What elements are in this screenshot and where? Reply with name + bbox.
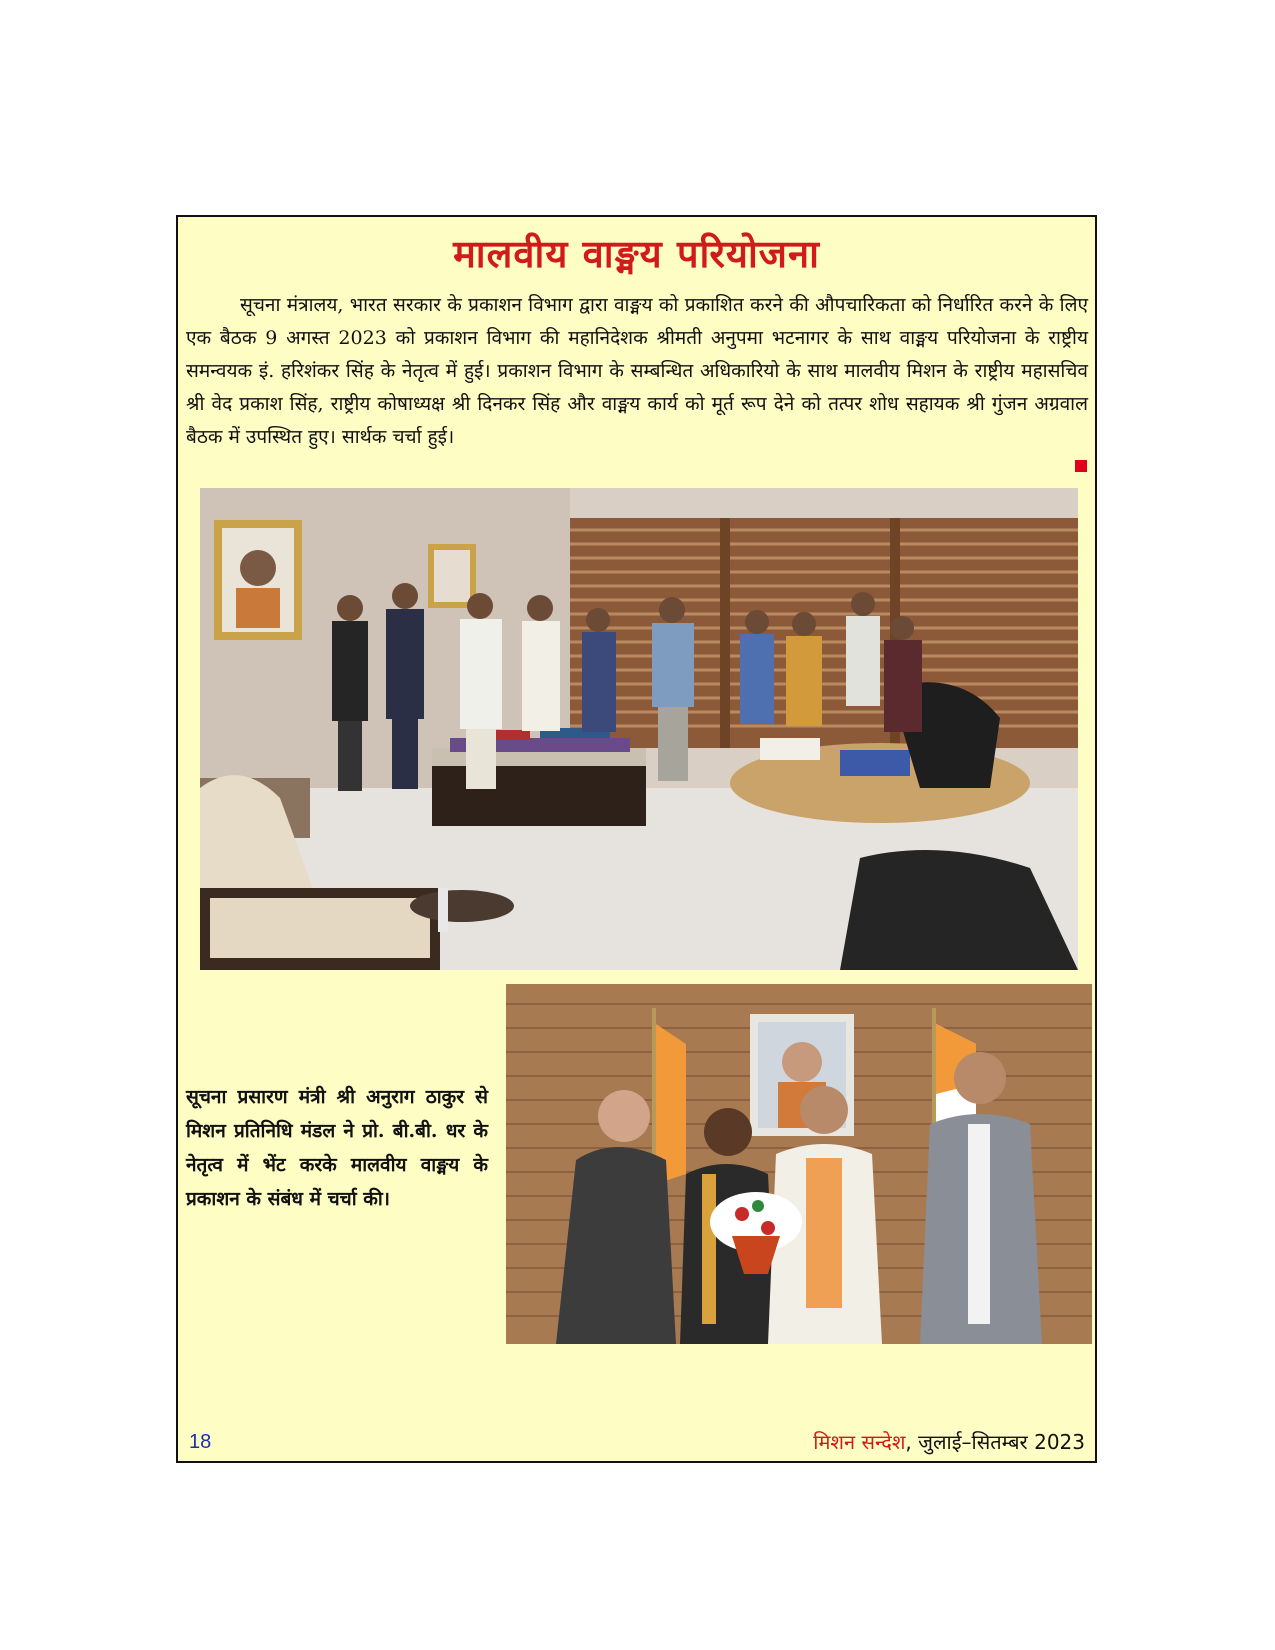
publication-name: मिशन सन्देश bbox=[813, 1430, 906, 1454]
footer-publication bbox=[813, 1428, 1085, 1455]
minister-meeting-photo bbox=[506, 984, 1092, 1344]
page-frame bbox=[176, 215, 1097, 1463]
photo-caption: सूचना प्रसारण मंत्री श्री अनुराग ठाकुर से मिशन प्रतिनिधि मंडल ने प्रो. बी.बी. धर के नेतृत्व में भेंट करके मालवीय वाङ्मय के प्रकाशन के संबंध में चर्चा की। bbox=[186, 1086, 488, 1210]
publication-issue: , जुलाई–सितम्बर 2023 bbox=[905, 1430, 1085, 1454]
meeting-photo bbox=[200, 488, 1078, 970]
article-end-mark bbox=[1075, 460, 1087, 472]
page-number: 18 bbox=[189, 1431, 212, 1453]
article-title: मालवीय वाङ्मय परियोजना bbox=[453, 232, 820, 276]
article-body: सूचना मंत्रालय, भारत सरकार के प्रकाशन विभाग द्वारा वाङ्मय को प्रकाशित करने की औपचारिकता को निर्धारित करने के लिए एक बैठक 9 अगस्त 2023 को प्रकाशन विभाग की महानिदेशक श्रीमती अनुपमा भटनागर के साथ वाङ्मय परियोजना के राष्ट्रीय समन्वयक इं. हरिशंकर सिंह के नेतृत्व में हुई। प्रकाशन विभाग के सम्बन्धित अधिकारियो के साथ मालवीय मिशन के राष्ट्रीय महासचिव श्री वेद प्रकाश सिंह, राष्ट्रीय कोषाध्यक्ष श्री दिनकर सिंह और वाङ्मय कार्य को मूर्त रूप देने को तत्पर शोध सहायक श्री गुंजन अग्रवाल बैठक में उपस्थित हुए। सार्थक चर्चा हुई। bbox=[186, 294, 1088, 448]
